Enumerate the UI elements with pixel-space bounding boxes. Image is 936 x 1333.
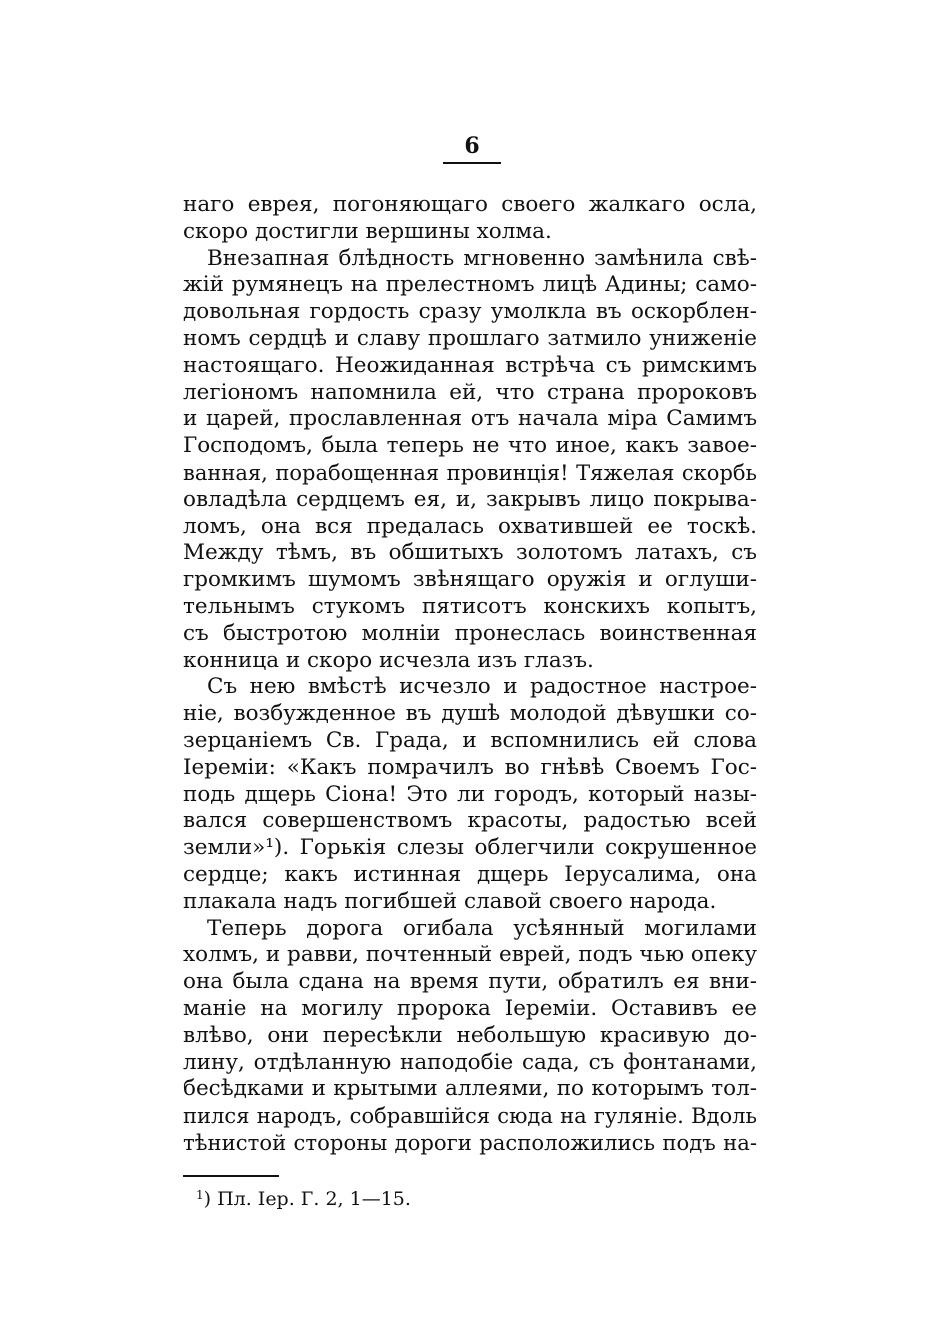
text-line: лину, отдѣланную наподобіе сада, съ фонтанами,	[183, 1049, 757, 1075]
text-line: скоро достигли вершины холма.	[183, 218, 552, 244]
text-line: зерцаніемъ Св. Града, и вспомнились ей слова	[183, 727, 757, 753]
text-line: земли»¹). Горькія слезы облегчили сокрушенное	[183, 835, 757, 861]
text-line: номъ сердцѣ и славу прошлаго затмило униженіе	[183, 325, 757, 351]
page-number-rule	[443, 162, 501, 164]
text-line: и царей, прославленная отъ начала міра Самимъ	[183, 406, 757, 432]
text-line: настоящаго. Неожиданная встрѣча съ римскимъ	[183, 352, 757, 378]
text-line: бесѣдками и крытыми аллеями, по которымъ тол-	[183, 1076, 757, 1102]
footnote	[196, 1186, 411, 1212]
text-line: овладѣла сердцемъ ея, и, закрывъ лицо покрыва-	[183, 486, 757, 512]
text-line: съ быстротою молніи пронеслась воинственная	[183, 620, 757, 646]
text-line: пился народъ, собравшійся сюда на гуляніе. Вдоль	[183, 1103, 757, 1129]
text-line: тѣнистой стороны дороги расположились подъ на-	[183, 1129, 757, 1155]
text-line: влѣво, они пересѣкли небольшую красивую до-	[183, 1022, 757, 1048]
text-line: Внезапная блѣдность мгновенно замѣнила свѣ-	[207, 245, 757, 271]
text-line: плакала надъ погибшей славой своего народа.	[183, 888, 717, 914]
text-line: холмъ, и равви, почтенный еврей, подъ чью опеку	[183, 942, 757, 968]
footnote-rule	[183, 1175, 279, 1177]
text-line: подь дщерь Сіона! Это ли городъ, который назы-	[183, 781, 757, 807]
text-line: маніе на могилу пророка Іереміи. Оставивъ ее	[183, 995, 757, 1021]
footnote-marker: 1	[196, 1188, 204, 1202]
footnote-text: ) Пл. Іер. Г. 2, 1—15.	[203, 1188, 411, 1210]
text-line: ломъ, она вся предалась охватившей ее тоскѣ.	[183, 513, 757, 539]
text-line: жій румянецъ на прелестномъ лицѣ Адины; само-	[183, 272, 757, 298]
text-line: легіономъ напомнила ей, что страна пророковъ	[183, 379, 757, 405]
text-line: Теперь дорога огибала усѣянный могилами	[207, 915, 757, 941]
text-line: Между тѣмъ, въ обшитыхъ золотомъ латахъ, съ	[183, 540, 757, 566]
text-line: наго еврея, погоняющаго своего жалкаго осла,	[183, 192, 757, 217]
text-line: Господомъ, была теперь не что иное, какъ завое-	[183, 433, 757, 459]
text-line: вался совершенствомъ красоты, радостью всей	[183, 808, 757, 834]
text-line: она была сдана на время пути, обратилъ ея вни-	[183, 969, 757, 995]
text-line: довольная гордость сразу умолкла въ оскорблен-	[183, 299, 757, 325]
page-number: 6	[464, 133, 480, 159]
text-line: Съ нею вмѣстѣ исчезло и радостное настрое-	[207, 674, 757, 700]
text-line: ванная, порабощенная провинція! Тяжелая скорбь	[183, 459, 757, 485]
text-line: сердце; какъ истинная дщерь Іерусалима, она	[183, 861, 757, 887]
text-line: тельнымъ стукомъ пятисотъ конскихъ копытъ,	[183, 593, 757, 619]
text-line: Іереміи: «Какъ помрачилъ во гнѣвѣ Своемъ Гос-	[183, 754, 757, 780]
text-line: конница и скоро исчезла изъ глазъ.	[183, 647, 594, 673]
body-text	[183, 192, 757, 1157]
text-line: громкимъ шумомъ звѣнящаго оружія и оглуши-	[183, 567, 757, 593]
text-line: ніе, возбужденное въ душѣ молодой дѣвушки со-	[183, 701, 757, 727]
